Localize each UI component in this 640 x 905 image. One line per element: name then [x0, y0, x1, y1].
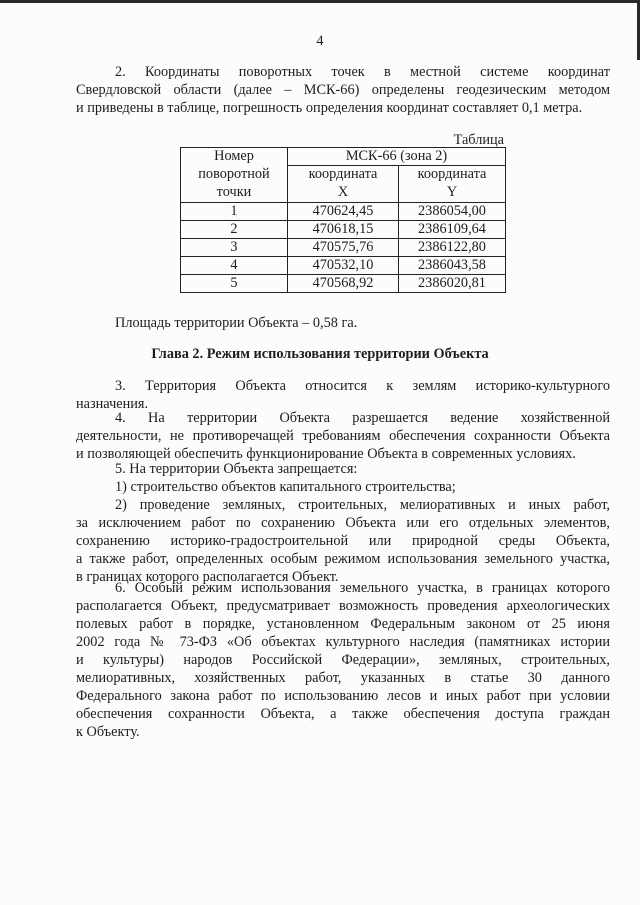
cell-point: 2: [181, 221, 288, 239]
header-coordinate-system: МСК-66 (зона 2): [288, 148, 506, 166]
header-text-line: точки: [216, 184, 252, 200]
text-line: деятельности, не противоречащей требованиям обеспечения сохранности Объекта: [76, 428, 610, 444]
cell-y: 2386054,00: [399, 203, 506, 221]
paragraph-prohibitions: [76, 460, 610, 478]
header-text-line: поворотной: [198, 166, 270, 182]
cell-y: 2386122,80: [399, 239, 506, 257]
text-line: и позволяющей обеспечить функционирование Объекта в современных условиях.: [76, 446, 576, 462]
cell-x: 470575,76: [288, 239, 399, 257]
text-line: и культуры) народов Российской Федерации», земляных, строительных,: [76, 652, 610, 668]
area-statement: Площадь территории Объекта – 0,58 га.: [115, 315, 358, 331]
text-line: назначения.: [76, 396, 149, 412]
table-row: [181, 221, 506, 239]
cell-point: 3: [181, 239, 288, 257]
cell-y: 2386020,81: [399, 275, 506, 293]
page-number: 4: [316, 33, 324, 49]
text-line: 3. Территория Объекта относится к землям историко-культурного: [115, 378, 610, 394]
header-text-line: Номер: [214, 148, 254, 164]
scan-border-top: [0, 0, 640, 3]
text-line: 2) проведение земляных, строительных, мелиоративных и иных работ,: [115, 497, 610, 513]
table-caption: Таблица: [453, 132, 504, 148]
text-line: 2002 года № 73-ФЗ «Об объектах культурного наследия (памятниках истории: [76, 634, 610, 650]
header-text-line: координата: [308, 166, 378, 182]
header-text-line: Y: [446, 184, 458, 200]
prohibition-item-1: [76, 478, 610, 496]
text-line: полевых работ в порядке, установленном Федеральным законом от 25 июня: [76, 616, 610, 632]
paragraph-permitted-activity: [76, 409, 610, 463]
cell-y: 2386109,64: [399, 221, 506, 239]
header-x: [288, 166, 399, 203]
table-row: [181, 239, 506, 257]
paragraph-special-regime: [76, 579, 610, 741]
paragraph-land-category: [76, 377, 610, 413]
prohibition-item-2: [76, 496, 610, 586]
text-line: а также работ, определенных особым режимом использования земельного участка,: [76, 551, 610, 567]
text-line: за исключением работ по сохранению Объекта или его отдельных элементов,: [76, 515, 610, 531]
text-line: в границах которого располагается Объект.: [76, 569, 339, 585]
text-line: и приведены в таблице, погрешность определения координат составляет 0,1 метра.: [76, 100, 583, 116]
header-text-line: X: [337, 184, 349, 200]
text-line: располагается Объект, предусматривает возможность проведения археологических: [76, 598, 610, 614]
cell-point: 5: [181, 275, 288, 293]
text-line: Федерального закона работ по использованию лесов и иных работ при условии: [76, 688, 610, 704]
cell-point: 4: [181, 257, 288, 275]
text-line: 5. На территории Объекта запрещается:: [115, 461, 358, 477]
text-line: 4. На территории Объекта разрешается ведение хозяйственной: [115, 410, 610, 426]
text-line: Свердловской области (далее – МСК-66) определены геодезическим методом: [76, 82, 610, 98]
table-row: [181, 257, 506, 275]
header-y: [399, 166, 506, 203]
header-point-number: [181, 148, 288, 203]
paragraph-coordinates: [76, 63, 610, 117]
cell-point: 1: [181, 203, 288, 221]
text-line: обеспечения сохранности Объекта, а также обеспечения доступа граждан: [76, 706, 610, 722]
cell-y: 2386043,58: [399, 257, 506, 275]
coordinates-table: [180, 147, 506, 293]
header-text-line: координата: [417, 166, 487, 182]
text-line: 6. Особый режим использования земельного участка, в границах которого: [115, 580, 610, 596]
table-row: [181, 275, 506, 293]
table-row: [181, 203, 506, 221]
cell-x: 470618,15: [288, 221, 399, 239]
text-line: к Объекту.: [76, 724, 140, 740]
chapter-heading: Глава 2. Режим использования территории Объекта: [151, 346, 489, 362]
text-line: сохранению историко-градостроительной или природной среды Объекта,: [76, 533, 610, 549]
cell-x: 470568,92: [288, 275, 399, 293]
cell-x: 470624,45: [288, 203, 399, 221]
text-line: мелиоративных, хозяйственных работ, указанных в статье 30 данного: [76, 670, 610, 686]
text-line: 2. Координаты поворотных точек в местной системе координат: [115, 64, 610, 80]
cell-x: 470532,10: [288, 257, 399, 275]
text-line: 1) строительство объектов капитального строительства;: [115, 479, 456, 495]
